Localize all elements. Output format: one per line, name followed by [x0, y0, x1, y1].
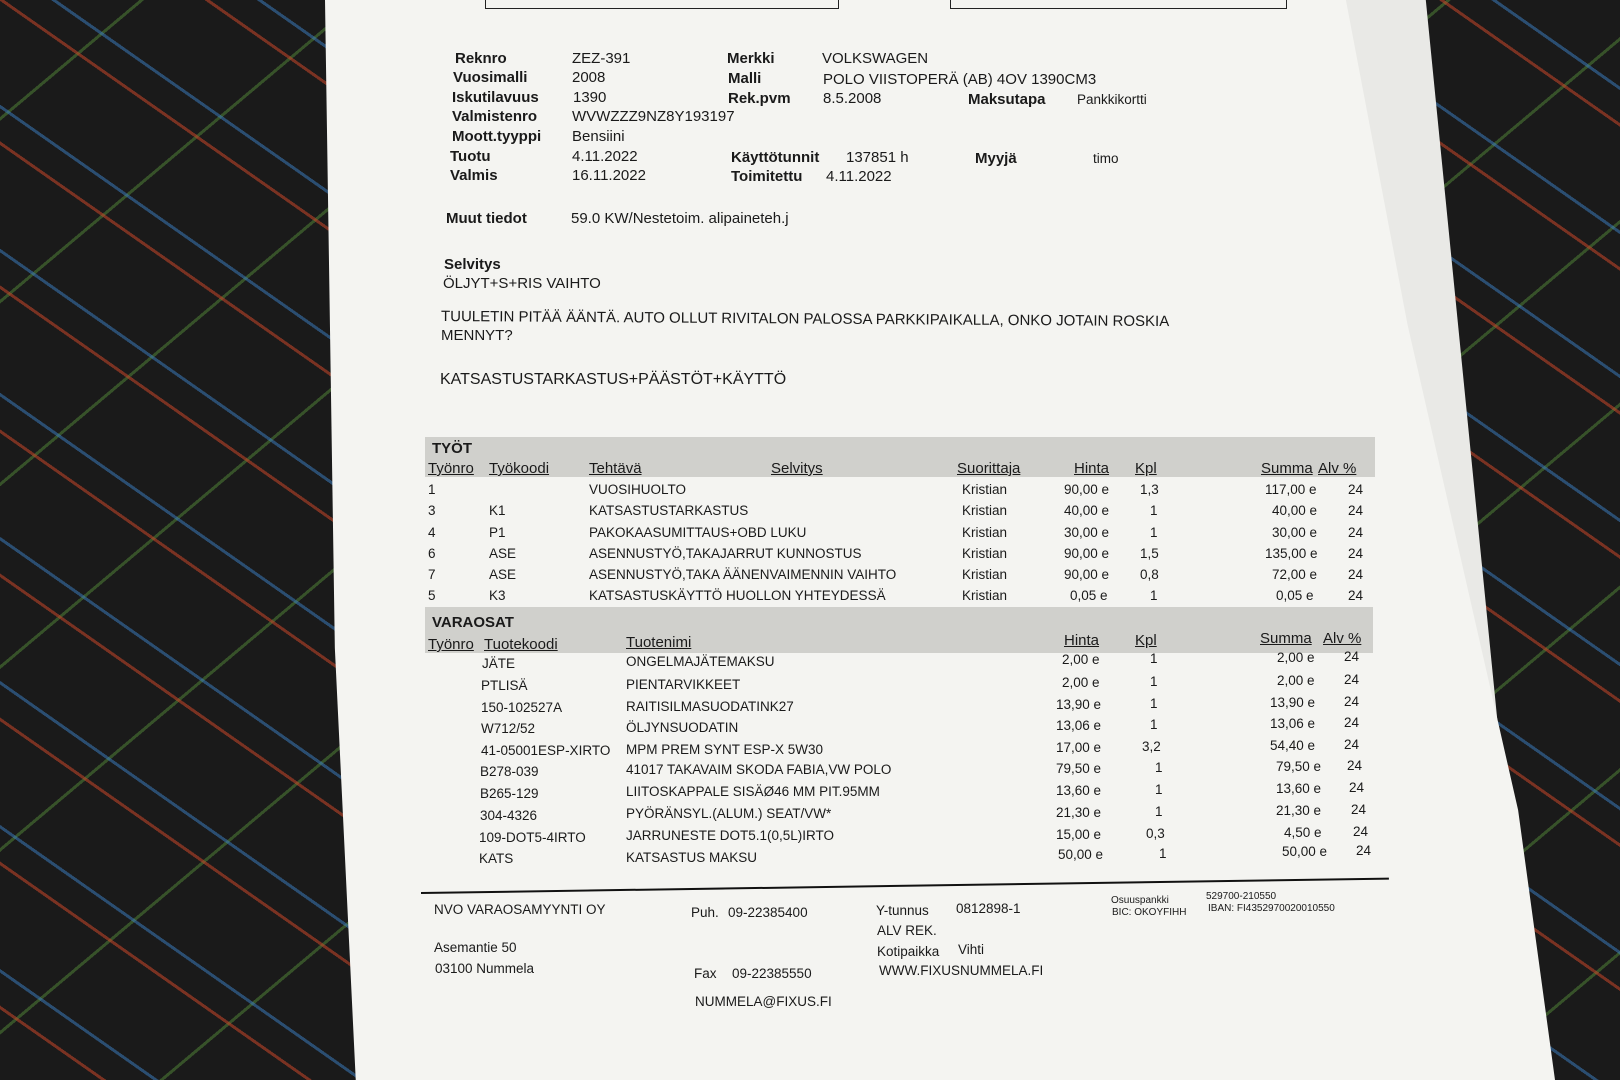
- tyot-cell-alv: 24: [1348, 482, 1364, 497]
- tyot-cell-tyonro: 4: [428, 525, 436, 540]
- varaosat-cell-kpl: 1: [1159, 846, 1167, 861]
- varaosat-cell-alv: 24: [1344, 649, 1360, 664]
- valmis-value: 16.11.2022: [572, 167, 646, 184]
- tyot-header-selvitys: Selvitys: [771, 460, 823, 477]
- tyot-header-band: [425, 437, 1375, 477]
- varaosat-cell-alv: 24: [1344, 672, 1360, 687]
- valmis-label: Valmis: [450, 167, 498, 184]
- moottyyppi-value: Bensiini: [572, 128, 625, 145]
- phone-value: 09-22385400: [728, 905, 808, 920]
- reknro-label: Reknro: [455, 50, 507, 67]
- tyot-cell-kpl: 0,8: [1140, 567, 1159, 582]
- tyot-cell-tyonro: 3: [428, 503, 436, 518]
- toimitettu-label: Toimitettu: [731, 168, 803, 185]
- varaosat-cell-summa: 2,00 e: [1277, 650, 1315, 665]
- varaosat-cell-summa: 21,30 e: [1276, 803, 1322, 818]
- varaosat-header-kpl: Kpl: [1135, 632, 1157, 649]
- tyot-cell-summa: 0,05 e: [1276, 588, 1314, 603]
- varaosat-header-hinta: Hinta: [1064, 632, 1100, 649]
- tuotu-label: Tuotu: [450, 148, 491, 165]
- tyot-header-tyokoodi: Työkoodi: [489, 460, 550, 477]
- tyot-cell-tyonro: 6: [428, 546, 436, 561]
- selvitys-line2b: MENNYT?: [441, 327, 513, 344]
- varaosat-cell-alv: 24: [1344, 715, 1360, 730]
- varaosat-cell-koodi: JÄTE: [482, 656, 516, 671]
- varaosat-title: VARAOSAT: [432, 614, 514, 631]
- varaosat-cell-nimi: LIITOSKAPPALE SISÄØ46 MM PIT.95MM: [626, 784, 880, 799]
- tuotu-value: 4.11.2022: [572, 148, 638, 165]
- muut-tiedot-label: Muut tiedot: [446, 210, 527, 227]
- tyot-cell-koodi: ASE: [489, 546, 517, 561]
- varaosat-cell-koodi: W712/52: [481, 721, 536, 736]
- tyot-cell-suorittaja: Kristian: [962, 482, 1008, 497]
- varaosat-cell-koodi: 304-4326: [480, 808, 538, 823]
- varaosat-cell-koodi: PTLISÄ: [481, 678, 528, 693]
- varaosat-header-alv: Alv %: [1323, 630, 1362, 647]
- varaosat-header-tyonro: Työnro: [428, 636, 474, 653]
- varaosat-cell-nimi: JARRUNESTE DOT5.1(0,5L)IRTO: [626, 828, 835, 843]
- tyot-cell-alv: 24: [1348, 525, 1364, 540]
- varaosat-cell-hinta: 17,00 e: [1056, 740, 1102, 755]
- varaosat-cell-hinta: 15,00 e: [1056, 827, 1102, 842]
- tyot-cell-koodi: K1: [489, 503, 506, 518]
- varaosat-cell-kpl: 1: [1150, 696, 1158, 711]
- varaosat-cell-kpl: 1: [1155, 804, 1163, 819]
- tyot-cell-summa: 72,00 e: [1272, 567, 1318, 582]
- rekpvm-value: 8.5.2008: [823, 90, 882, 107]
- tyot-cell-hinta: 30,00 e: [1064, 525, 1110, 540]
- tyot-cell-suorittaja: Kristian: [962, 588, 1008, 603]
- tyot-title: TYÖT: [432, 440, 472, 457]
- varaosat-cell-nimi: KATSASTUS MAKSU: [626, 850, 758, 865]
- bank-name: Osuuspankki: [1111, 895, 1169, 906]
- tyot-header-hinta: Hinta: [1074, 460, 1110, 477]
- vuosimalli-label: Vuosimalli: [453, 69, 528, 86]
- tyot-header-summa: Summa: [1261, 460, 1313, 477]
- tyot-header-alv: Alv %: [1318, 460, 1357, 477]
- email: NUMMELA@FIXUS.FI: [695, 994, 832, 1009]
- company-address2: 03100 Nummela: [435, 961, 535, 976]
- tyot-cell-tehtava: PAKOKAASUMITTAUS+OBD LUKU: [589, 525, 807, 540]
- selvitys-line3: KATSASTUSTARKASTUS+PÄÄSTÖT+KÄYTTÖ: [440, 371, 787, 388]
- varaosat-cell-alv: 24: [1344, 737, 1360, 752]
- bank-bic: BIC: OKOYFIHH: [1112, 907, 1187, 918]
- fax-label: Fax: [694, 966, 717, 981]
- top-box-left: [485, 0, 839, 9]
- alv-rek: ALV REK.: [877, 923, 937, 938]
- tyot-cell-tehtava: KATSASTUSKÄYTTÖ HUOLLON YHTEYDESSÄ: [589, 588, 886, 603]
- varaosat-cell-nimi: PYÖRÄNSYL.(ALUM.) SEAT/VW*: [626, 806, 832, 821]
- varaosat-cell-kpl: 1: [1150, 717, 1158, 732]
- tyot-cell-koodi: K3: [489, 588, 506, 603]
- varaosat-cell-summa: 13,06 e: [1270, 716, 1316, 731]
- merkki-label: Merkki: [727, 50, 775, 67]
- tyot-header-tyonro: Työnro: [428, 460, 474, 477]
- tyot-cell-alv: 24: [1348, 546, 1364, 561]
- varaosat-cell-summa: 2,00 e: [1277, 673, 1315, 688]
- varaosat-header-tuotekoodi: Tuotekoodi: [484, 636, 558, 653]
- maksutapa-value: Pankkikortti: [1077, 92, 1147, 107]
- tyot-cell-kpl: 1,3: [1140, 482, 1159, 497]
- tyot-cell-alv: 24: [1348, 588, 1364, 603]
- company-name: NVO VARAOSAMYYNTI OY: [434, 902, 606, 917]
- company-address1: Asemantie 50: [434, 940, 517, 955]
- selvitys-line1: ÖLJYT+S+RIS VAIHTO: [443, 275, 601, 292]
- varaosat-cell-koodi: 109-DOT5-4IRTO: [479, 830, 586, 845]
- tyot-cell-alv: 24: [1348, 567, 1364, 582]
- tyot-cell-hinta: 90,00 e: [1064, 567, 1110, 582]
- iskutilavuus-label: Iskutilavuus: [452, 89, 539, 106]
- moottyyppi-label: Moott.tyyppi: [452, 128, 542, 145]
- ytunnus-value: 0812898-1: [956, 901, 1021, 916]
- tyot-cell-koodi: P1: [489, 525, 506, 540]
- reknro-value: ZEZ-391: [572, 50, 631, 67]
- tyot-cell-koodi: ASE: [489, 567, 517, 582]
- ytunnus-label: Y-tunnus: [876, 903, 929, 918]
- varaosat-cell-nimi: MPM PREM SYNT ESP-X 5W30: [626, 742, 824, 757]
- tyot-cell-kpl: 1: [1150, 503, 1158, 518]
- varaosat-cell-koodi: KATS: [479, 851, 514, 866]
- rekpvm-label: Rek.pvm: [728, 90, 791, 107]
- tyot-cell-hinta: 90,00 e: [1064, 546, 1110, 561]
- varaosat-cell-kpl: 1: [1155, 760, 1163, 775]
- varaosat-header-band: [425, 607, 1373, 653]
- varaosat-cell-kpl: 0,3: [1146, 826, 1165, 841]
- varaosat-cell-alv: 24: [1349, 780, 1365, 795]
- phone-label: Puh.: [691, 905, 719, 920]
- website: WWW.FIXUSNUMMELA.FI: [879, 963, 1044, 978]
- tyot-cell-kpl: 1: [1150, 588, 1158, 603]
- muut-tiedot-value: 59.0 KW/Nestetoim. alipaineteh.j: [571, 210, 789, 227]
- kayttotunnit-label: Käyttötunnit: [731, 149, 820, 166]
- bank-iban: IBAN: FI4352970020010550: [1208, 903, 1335, 914]
- varaosat-cell-alv: 24: [1347, 758, 1363, 773]
- tyot-cell-tehtava: ASENNUSTYÖ,TAKA ÄÄNENVAIMENNIN VAIHTO: [589, 567, 897, 582]
- toimitettu-value: 4.11.2022: [826, 168, 892, 185]
- varaosat-cell-hinta: 2,00 e: [1062, 652, 1100, 667]
- kayttotunnit-value: 137851 h: [846, 149, 909, 166]
- maksutapa-label: Maksutapa: [968, 91, 1046, 108]
- varaosat-cell-kpl: 3,2: [1142, 739, 1161, 754]
- varaosat-cell-hinta: 21,30 e: [1056, 805, 1102, 820]
- tyot-cell-tehtava: ASENNUSTYÖ,TAKAJARRUT KUNNOSTUS: [589, 546, 862, 561]
- varaosat-header-summa: Summa: [1260, 630, 1312, 647]
- tyot-cell-hinta: 0,05 e: [1070, 588, 1108, 603]
- varaosat-cell-summa: 4,50 e: [1284, 825, 1322, 840]
- tyot-header-suorittaja: Suorittaja: [957, 460, 1021, 477]
- tyot-cell-tyonro: 7: [428, 567, 436, 582]
- varaosat-cell-alv: 24: [1353, 824, 1369, 839]
- varaosat-cell-summa: 13,90 e: [1270, 695, 1316, 710]
- tyot-header-tehtava: Tehtävä: [589, 460, 642, 477]
- varaosat-cell-hinta: 50,00 e: [1058, 847, 1104, 862]
- varaosat-cell-nimi: PIENTARVIKKEET: [626, 677, 741, 692]
- tyot-cell-summa: 117,00 e: [1265, 482, 1317, 497]
- varaosat-cell-hinta: 2,00 e: [1062, 675, 1100, 690]
- myyja-value: timo: [1093, 151, 1119, 166]
- varaosat-cell-summa: 50,00 e: [1282, 844, 1328, 859]
- tyot-cell-tehtava: KATSASTUSTARKASTUS: [589, 503, 749, 518]
- varaosat-cell-summa: 54,40 e: [1270, 738, 1316, 753]
- varaosat-cell-nimi: ONGELMAJÄTEMAKSU: [626, 654, 775, 669]
- tyot-cell-alv: 24: [1348, 503, 1364, 518]
- tyot-cell-suorittaja: Kristian: [962, 567, 1008, 582]
- merkki-value: VOLKSWAGEN: [822, 50, 929, 67]
- varaosat-cell-nimi: ÖLJYNSUODATIN: [626, 720, 739, 735]
- tyot-cell-suorittaja: Kristian: [962, 503, 1008, 518]
- vuosimalli-value: 2008: [572, 69, 606, 86]
- myyja-label: Myyjä: [975, 150, 1017, 167]
- varaosat-cell-koodi: 150-102527A: [481, 700, 563, 715]
- malli-value: POLO VIISTOPERÄ (AB) 4OV 1390CM3: [823, 71, 1097, 88]
- varaosat-cell-kpl: 1: [1150, 651, 1158, 666]
- varaosat-cell-koodi: 41-05001ESP-XIRTO: [481, 743, 611, 758]
- tyot-header-kpl: Kpl: [1135, 460, 1157, 477]
- tyot-cell-hinta: 90,00 e: [1064, 482, 1110, 497]
- kotipaikka-value: Vihti: [958, 942, 985, 957]
- varaosat-cell-kpl: 1: [1155, 782, 1163, 797]
- varaosat-cell-alv: 24: [1344, 694, 1360, 709]
- tyot-cell-suorittaja: Kristian: [962, 546, 1008, 561]
- valmistenro-label: Valmistenro: [452, 108, 538, 125]
- varaosat-cell-koodi: B278-039: [480, 764, 539, 779]
- varaosat-cell-hinta: 13,06 e: [1056, 718, 1102, 733]
- tyot-cell-kpl: 1: [1150, 525, 1158, 540]
- kotipaikka-label: Kotipaikka: [877, 944, 940, 959]
- varaosat-cell-hinta: 13,60 e: [1056, 783, 1102, 798]
- varaosat-cell-summa: 79,50 e: [1276, 759, 1322, 774]
- fax-value: 09-22385550: [732, 966, 812, 981]
- malli-label: Malli: [728, 70, 762, 87]
- varaosat-cell-summa: 13,60 e: [1276, 781, 1322, 796]
- tyot-cell-hinta: 40,00 e: [1064, 503, 1110, 518]
- bank-account: 529700-210550: [1206, 891, 1277, 902]
- varaosat-cell-kpl: 1: [1150, 674, 1158, 689]
- tyot-cell-summa: 30,00 e: [1272, 525, 1318, 540]
- tyot-cell-summa: 135,00 e: [1265, 546, 1318, 561]
- tyot-cell-suorittaja: Kristian: [962, 525, 1008, 540]
- iskutilavuus-value: 1390: [573, 89, 607, 106]
- selvitys-line2a: TUULETIN PITÄÄ ÄÄNTÄ. AUTO OLLUT RIVITALON PALOSSA PARKKIPAIKALLA, ONKO JOTAIN ROSKIA: [440, 308, 1170, 331]
- varaosat-cell-nimi: 41017 TAKAVAIM SKODA FABIA,VW POLO: [626, 762, 892, 777]
- varaosat-cell-alv: 24: [1351, 802, 1367, 817]
- selvitys-label: Selvitys: [444, 256, 501, 273]
- tyot-cell-summa: 40,00 e: [1272, 503, 1318, 518]
- varaosat-cell-alv: 24: [1356, 843, 1372, 858]
- valmistenro-value: WVWZZZ9NZ8Y193197: [572, 108, 735, 125]
- tyot-cell-tyonro: 1: [428, 482, 436, 497]
- top-box-right: [950, 0, 1287, 9]
- tyot-cell-tyonro: 5: [428, 588, 436, 603]
- tyot-cell-tehtava: VUOSIHUOLTO: [589, 482, 687, 497]
- varaosat-cell-nimi: RAITISILMASUODATINK27: [626, 699, 794, 714]
- varaosat-cell-hinta: 13,90 e: [1056, 697, 1102, 712]
- varaosat-header-tuotenimi: Tuotenimi: [626, 634, 692, 651]
- varaosat-cell-koodi: B265-129: [480, 786, 539, 801]
- varaosat-cell-hinta: 79,50 e: [1056, 761, 1102, 776]
- tyot-cell-kpl: 1,5: [1140, 546, 1159, 561]
